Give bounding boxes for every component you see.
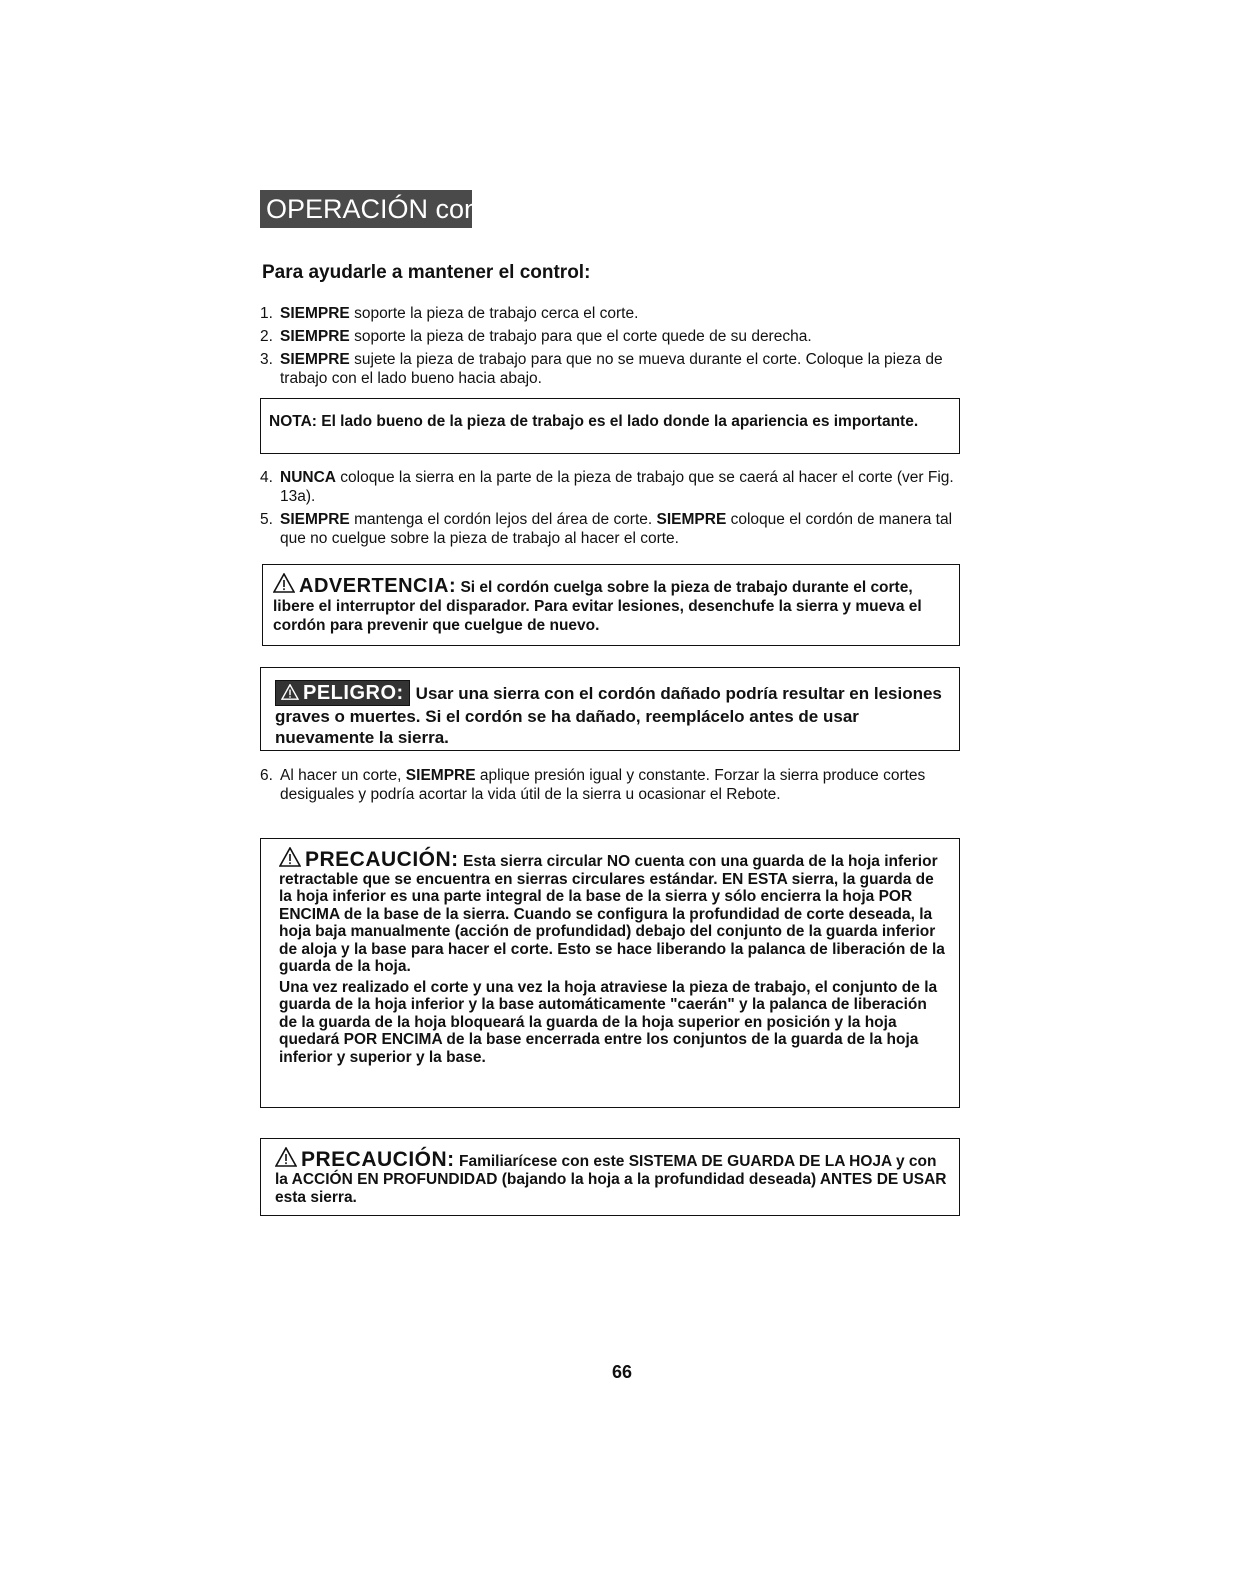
danger-badge: PELIGRO:	[275, 680, 410, 706]
list-item: 1. SIEMPRE soporte la pieza de trabajo cerca el corte.	[260, 305, 639, 322]
warning-box	[262, 564, 960, 646]
list-item: 3. SIEMPRE sujete la pieza de trabajo para que no se mueva durante el corte. Coloque la pieza de trabajo con el lado bueno hacia abajo.	[260, 351, 943, 387]
warning-text: Si el cordón cuelga sobre la pieza de trabajo durante el corte, libere el interruptor del disparador. Para evitar lesiones, desenchufe la sierra y mueva el cordón para prevenir que cuelgue de nuevo.	[273, 579, 922, 634]
list-item: 4. NUNCA coloque la sierra en la parte de la pieza de trabajo que se caerá al hacer el corte (ver Fig. 13a).	[260, 469, 954, 505]
page-number: 66	[611, 1362, 633, 1382]
caution-header: PRECAUCIÓN:	[305, 848, 459, 871]
control-list	[260, 304, 960, 388]
list-item: 6. Al hacer un corte, SIEMPRE aplique presión igual y constante. Forzar la sierra produce cortes desiguales y podría acortar la vida útil de la sierra u ocasionar el Rebote.	[260, 767, 926, 803]
danger-text: Usar una sierra con el cordón dañado podría resultar en lesiones graves o muertes. Si el cordón se ha dañado, reemplácelo antes de usar nuevamente la sierra.	[275, 684, 942, 747]
warning-icon	[281, 684, 299, 700]
danger-box	[260, 667, 960, 751]
list-item: 5. SIEMPRE mantenga el cordón lejos del área de corte. SIEMPRE coloque el cordón de manera tal que no cuelgue sobre la pieza de trabajo al hacer el corte.	[260, 511, 953, 547]
warning-header: ADVERTENCIA:	[299, 575, 457, 597]
control-list-continued	[260, 468, 960, 548]
warning-icon	[279, 847, 301, 867]
caution-box-familiarize	[260, 1138, 960, 1216]
subheading: Para ayudarle a mantener el control:	[262, 262, 591, 283]
warning-icon	[275, 1147, 297, 1167]
caution-box-guard	[260, 838, 960, 1108]
note-box: NOTA: El lado bueno de la pieza de trabajo es el lado donde la apariencia es importante.	[260, 398, 960, 454]
caution-paragraph: Esta sierra circular NO cuenta con una guarda de la hoja inferior retractable que se encuentra en sierras circulares estándar. EN ESTA sierra, la guarda de la hoja inferior es una parte integral de la base de la sierra y sólo encierra la hoja POR ENCIMA de la base de la sierra. Cuando se configura la profundidad de corte deseada, la hoja baja manualmente (acción de profundidad) debajo del conjunto de la guarda inferior de aloja y la base para hacer el corte. Esto se hace liberando la palanca de liberación de la guarda de la hoja.	[279, 853, 945, 975]
caution-text: Familiarícese con este SISTEMA DE GUARDA DE LA HOJA y con la ACCIÓN EN PROFUNDIDAD (bajando la hoja a la profundidad deseada) ANTES DE USAR esta sierra.	[275, 1153, 947, 1206]
section-tab: OPERACIÓN cont.	[260, 190, 472, 228]
warning-icon	[273, 573, 295, 593]
caution-header: PRECAUCIÓN:	[301, 1148, 455, 1171]
list-item: 2. SIEMPRE soporte la pieza de trabajo para que el corte quede de su derecha.	[260, 328, 812, 345]
caution-paragraph: Una vez realizado el corte y una vez la hoja atraviese la pieza de trabajo, el conjunto de la guarda de la hoja inferior y la base automáticamente "caerán" y la palanca de liberación de la guarda de la hoja bloqueará la guarda de la hoja superior en posición y la hoja quedará POR ENCIMA de la base encerrada entre los conjuntos de la guarda de la hoja inferior y superior y la base.	[279, 978, 938, 1066]
control-list-item6	[260, 766, 960, 804]
